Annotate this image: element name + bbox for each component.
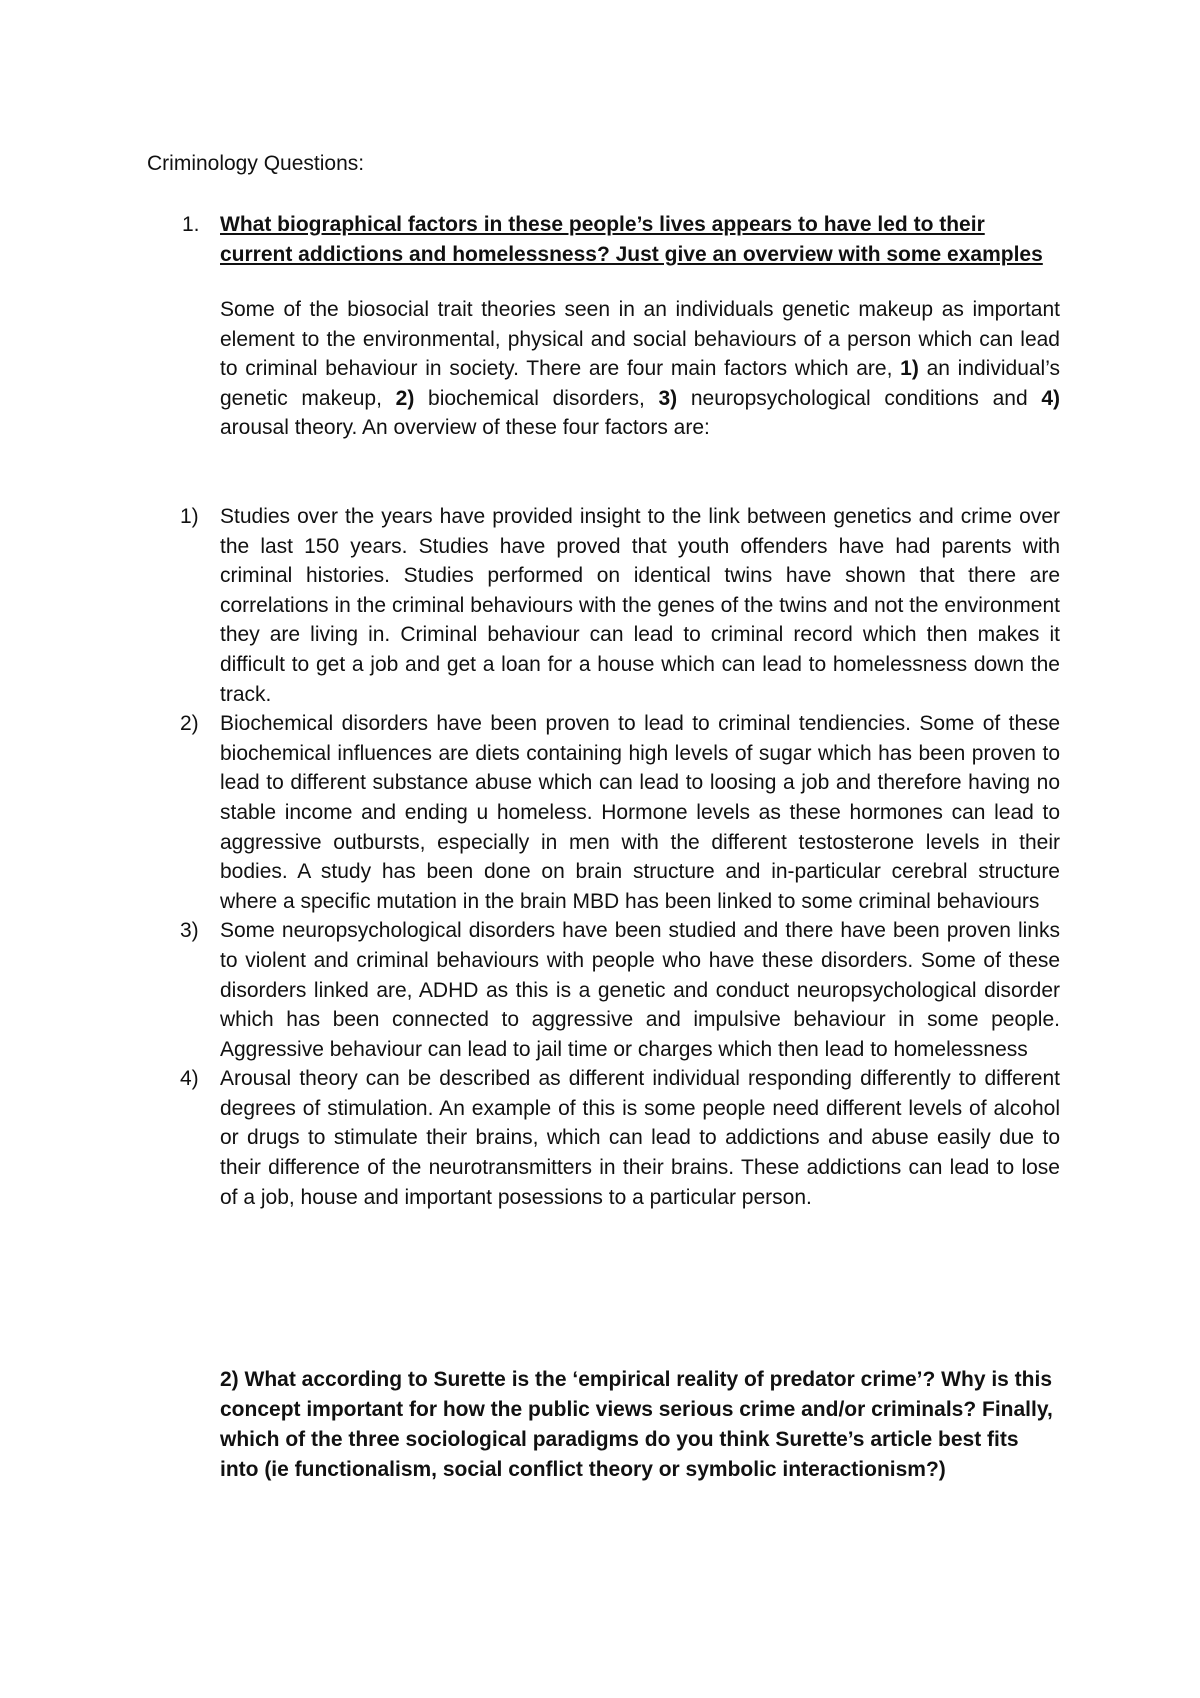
factor-item-biochemical <box>180 709 1060 916</box>
intro-paragraph <box>220 295 1060 443</box>
question-2-text: 2) What according to Surette is the ‘empirical reality of predator crime’? Why is this concept important for how the public views serious crime and/or criminals? Finally, which of the three sociological paradigms do you think Surette’s article best fits into (ie functionalism, social conflict theory or symbolic interactionism?) <box>220 1368 1053 1481</box>
factor-marker: 4) <box>180 1067 199 1091</box>
intro-text: biochemical disorders, <box>414 386 659 410</box>
question-1-text: What biographical factors in these people’s lives appears to have led to their current addictions and homelessness? Just give an overview with some examples <box>220 213 1043 266</box>
factor-marker: 3) <box>180 919 199 943</box>
intro-text: Some of the biosocial trait theories seen in an individuals genetic makeup as important element to the environmental, physical and social behaviours of a person which can lead to criminal behaviour in society. There are four main factors which are, <box>220 298 1060 381</box>
intro-factor-number: 4) <box>1041 386 1060 410</box>
intro-text: arousal theory. An overview of these four factors are: <box>220 416 710 440</box>
factor-text: Some neuropsychological disorders have been studied and there have been proven links to violent and criminal behaviours with people who have these disorders. Some of these disorders linked are, ADHD as this is a genetic and conduct neuropsychological disorder which has been connected to aggressive and impulsive behaviour in some people. Aggressive behaviour can lead to jail time or charges which then lead to homelessness <box>220 919 1060 1061</box>
intro-factor-number: 1) <box>900 357 919 381</box>
intro-factor-number: 3) <box>658 386 678 410</box>
intro-text: neuropsychological conditions and <box>677 386 1042 410</box>
factor-list <box>180 502 1060 1212</box>
factor-marker: 1) <box>180 505 199 528</box>
intro-text: an individual’s genetic makeup, <box>220 357 1061 410</box>
document-title: Criminology Questions: <box>147 152 365 175</box>
factor-text: Biochemical disorders have been proven to lead to criminal tendiencies. Some of these biochemical influences are diets containing high levels of sugar which has been proven to lead to different substance abuse which can lead to loosing a job and therefore having no stable income and ending u homeless. Hormone levels as these hormones can lead to aggressive outbursts, especially in men with the different testosterone levels in their bodies. A study has been done on brain structure and in-particular cerebral structure where a specific mutation in the brain MBD has been linked to some criminal behaviours <box>220 712 1060 913</box>
factor-text: Arousal theory can be described as different individual responding differently to different degrees of stimulation. An example of this is some people need different levels of alcohol or drugs to stimulate their brains, which can lead to addictions and abuse easily due to their difference of the neurotransmitters in their brains. These addictions can lead to lose of a job, house and important posessions to a particular person. <box>220 1067 1060 1209</box>
question-1-number: 1. <box>182 213 200 236</box>
factor-item-arousal <box>180 1064 1060 1212</box>
factor-text: Studies over the years have provided insight to the link between genetics and crime over the last 150 years. Studies have proved that youth offenders have had parents with criminal histories. Studies performed on identical twins have shown that there are correlations in the criminal behaviours with the genes of the twins and not the environment they are living in. Criminal behaviour can lead to criminal record which then makes it difficult to get a job and get a loan for a house which can lead to homelessness down the track. <box>220 505 1060 706</box>
factor-item-genetics <box>180 502 1060 709</box>
factor-marker: 2) <box>180 712 199 736</box>
factor-item-neuropsychological <box>180 916 1060 1064</box>
intro-factor-number: 2) <box>395 386 415 410</box>
